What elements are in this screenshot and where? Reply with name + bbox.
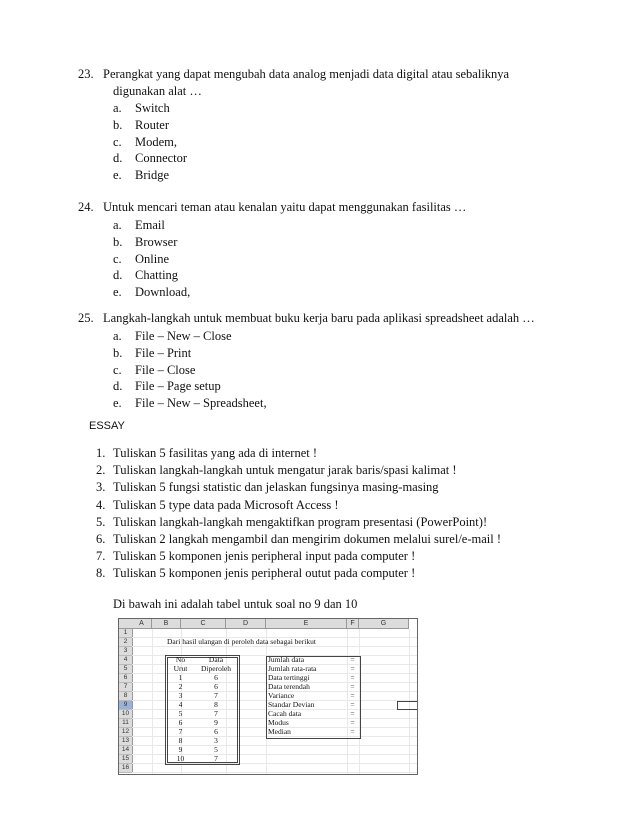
no-value: 4 (178, 700, 183, 709)
option-letter: e. (113, 168, 122, 183)
question-text: Untuk mencari teman atau kenalan yaitu dapat menggunakan fasilitas … (103, 200, 467, 214)
option-text: Router (135, 117, 170, 132)
row-header: 1 (119, 629, 133, 638)
stat-equals: = (350, 673, 355, 682)
essay-number: 4. (96, 497, 106, 512)
option-text: File – New – Spreadsheet, (135, 396, 267, 411)
spreadsheet-image (118, 618, 418, 775)
row-header: 4 (119, 656, 133, 665)
stat-equals: = (350, 682, 355, 691)
option-text: Download, (135, 285, 191, 300)
question-number: 23. (78, 67, 94, 81)
question-text: digunakan alat … (113, 84, 202, 98)
essay-question: Tuliskan langkah-langkah mengaktifkan program presentasi (PowerPoint)! (113, 514, 488, 529)
header-no: Urut (173, 664, 188, 673)
data-value: 6 (214, 682, 218, 691)
essay-question: Tuliskan 5 komponen jenis peripheral input pada computer ! (113, 549, 416, 564)
stat-equals: = (350, 709, 355, 718)
option-letter: e. (113, 396, 122, 411)
option-letter: b. (113, 345, 123, 360)
grid-line (152, 629, 153, 774)
table-intro: Di bawah ini adalah tabel untuk soal no 9 dan 10 (113, 597, 358, 611)
option-letter: a. (113, 218, 122, 232)
option-text: File – Page setup (135, 379, 221, 394)
row-header: 15 (119, 755, 133, 764)
option-letter: c. (113, 362, 122, 377)
option-text: Chatting (135, 268, 179, 283)
essay-question: Tuliskan 5 type data pada Microsoft Access ! (113, 497, 339, 512)
column-header: D (226, 619, 266, 629)
stat-label: Modus (268, 718, 289, 727)
sheet-corner (119, 619, 133, 629)
essay-number: 1. (96, 446, 106, 460)
data-value: 8 (214, 700, 218, 709)
column-header: B (152, 619, 181, 629)
essay-number: 5. (96, 514, 106, 529)
stat-label: Median (268, 727, 291, 736)
essay-question: Tuliskan 5 fungsi statistic dan jelaskan fungsinya masing-masing (113, 480, 439, 495)
question-text: Langkah-langkah untuk membuat buku kerja baru pada aplikasi spreadsheet adalah … (103, 311, 535, 325)
option-text: File – Close (135, 362, 196, 377)
no-value: 8 (178, 736, 183, 745)
data-value: 7 (214, 691, 218, 700)
data-value: 7 (214, 754, 218, 763)
essay-number: 8. (96, 566, 106, 581)
stat-label: Variance (268, 691, 295, 700)
stat-equals: = (350, 718, 355, 727)
stat-label: Cacah data (268, 709, 302, 718)
column-header: E (266, 619, 347, 629)
essay-number: 6. (96, 532, 106, 546)
option-text: Online (135, 251, 170, 266)
no-value: 5 (178, 709, 183, 718)
essay-question: Tuliskan 5 komponen jenis peripheral outut pada computer ! (113, 566, 416, 581)
option-letter: a. (113, 329, 122, 343)
data-value: 9 (214, 718, 218, 727)
header-data: Diperoleh (201, 664, 231, 673)
option-letter: a. (113, 101, 122, 115)
row-header: 8 (119, 692, 133, 701)
essay-number: 3. (96, 480, 106, 495)
stat-equals: = (350, 727, 355, 736)
data-value: 7 (214, 709, 218, 718)
data-value: 6 (214, 727, 218, 736)
stat-label: Standar Devian (268, 700, 315, 709)
stat-label: Jumlah data (268, 655, 305, 664)
no-value: 9 (178, 745, 183, 754)
option-letter: d. (113, 379, 123, 394)
selected-cell (397, 701, 418, 710)
option-text: Switch (135, 101, 170, 115)
stat-equals: = (350, 655, 355, 664)
column-header: C (181, 619, 226, 629)
row-header: 7 (119, 683, 133, 692)
option-text: File – Print (135, 345, 192, 360)
no-value: 6 (178, 718, 183, 727)
question-text: Perangkat yang dapat mengubah data analog menjadi data digital atau sebaliknya (103, 67, 510, 81)
grid-line (132, 646, 417, 647)
question-number: 25. (78, 311, 94, 325)
row-header: 16 (119, 764, 133, 773)
sheet-title: Dari hasil ulangan di peroleh data sebagai berikut (167, 637, 316, 646)
stat-equals: = (350, 664, 355, 673)
stat-equals: = (350, 691, 355, 700)
stat-label: Jumlah rata-rata (268, 664, 317, 673)
no-value: 7 (178, 727, 183, 736)
no-value: 3 (178, 691, 183, 700)
no-value: 10 (176, 754, 185, 763)
option-letter: d. (113, 268, 123, 283)
row-header: 2 (119, 638, 133, 647)
row-header: 6 (119, 674, 133, 683)
grid-line (132, 772, 417, 773)
header-data: Data (208, 655, 224, 664)
option-letter: d. (113, 151, 123, 166)
data-value: 5 (214, 745, 218, 754)
row-header: 11 (119, 719, 133, 728)
no-value: 1 (178, 673, 183, 682)
column-header: A (132, 619, 152, 629)
option-letter: b. (113, 117, 123, 132)
row-header: 9 (119, 701, 133, 710)
data-value: 3 (214, 736, 218, 745)
option-text: Email (135, 218, 165, 232)
option-letter: c. (113, 251, 122, 266)
option-letter: e. (113, 285, 122, 300)
essay-number: 2. (96, 463, 106, 478)
option-text: Browser (135, 234, 178, 249)
header-no: No (175, 655, 186, 664)
option-letter: b. (113, 234, 123, 249)
option-text: Modem, (135, 134, 178, 149)
row-header: 3 (119, 647, 133, 656)
row-header: 12 (119, 728, 133, 737)
row-header: 13 (119, 737, 133, 746)
essay-question: Tuliskan 5 fasilitas yang ada di internet ! (113, 446, 318, 460)
option-text: File – New – Close (135, 329, 232, 343)
essay-question: Tuliskan 2 langkah mengambil dan mengirim dokumen melalui surel/e-mail ! (113, 532, 502, 546)
row-header: 5 (119, 665, 133, 674)
row-header: 14 (119, 746, 133, 755)
stat-label: Data terendah (268, 682, 310, 691)
stat-equals: = (350, 700, 355, 709)
question-number: 24. (78, 200, 94, 214)
data-value: 6 (214, 673, 218, 682)
essay-heading: ESSAY (89, 420, 125, 432)
option-text: Connector (135, 151, 188, 166)
option-text: Bridge (135, 168, 170, 183)
no-value: 2 (178, 682, 183, 691)
column-header: F (347, 619, 359, 629)
stat-label: Data tertinggi (268, 673, 310, 682)
essay-number: 7. (96, 549, 106, 564)
essay-question: Tuliskan langkah-langkah untuk mengatur jarak baris/spasi kalimat ! (113, 463, 457, 478)
option-letter: c. (113, 134, 122, 149)
column-header: G (359, 619, 409, 629)
row-header: 10 (119, 710, 133, 719)
